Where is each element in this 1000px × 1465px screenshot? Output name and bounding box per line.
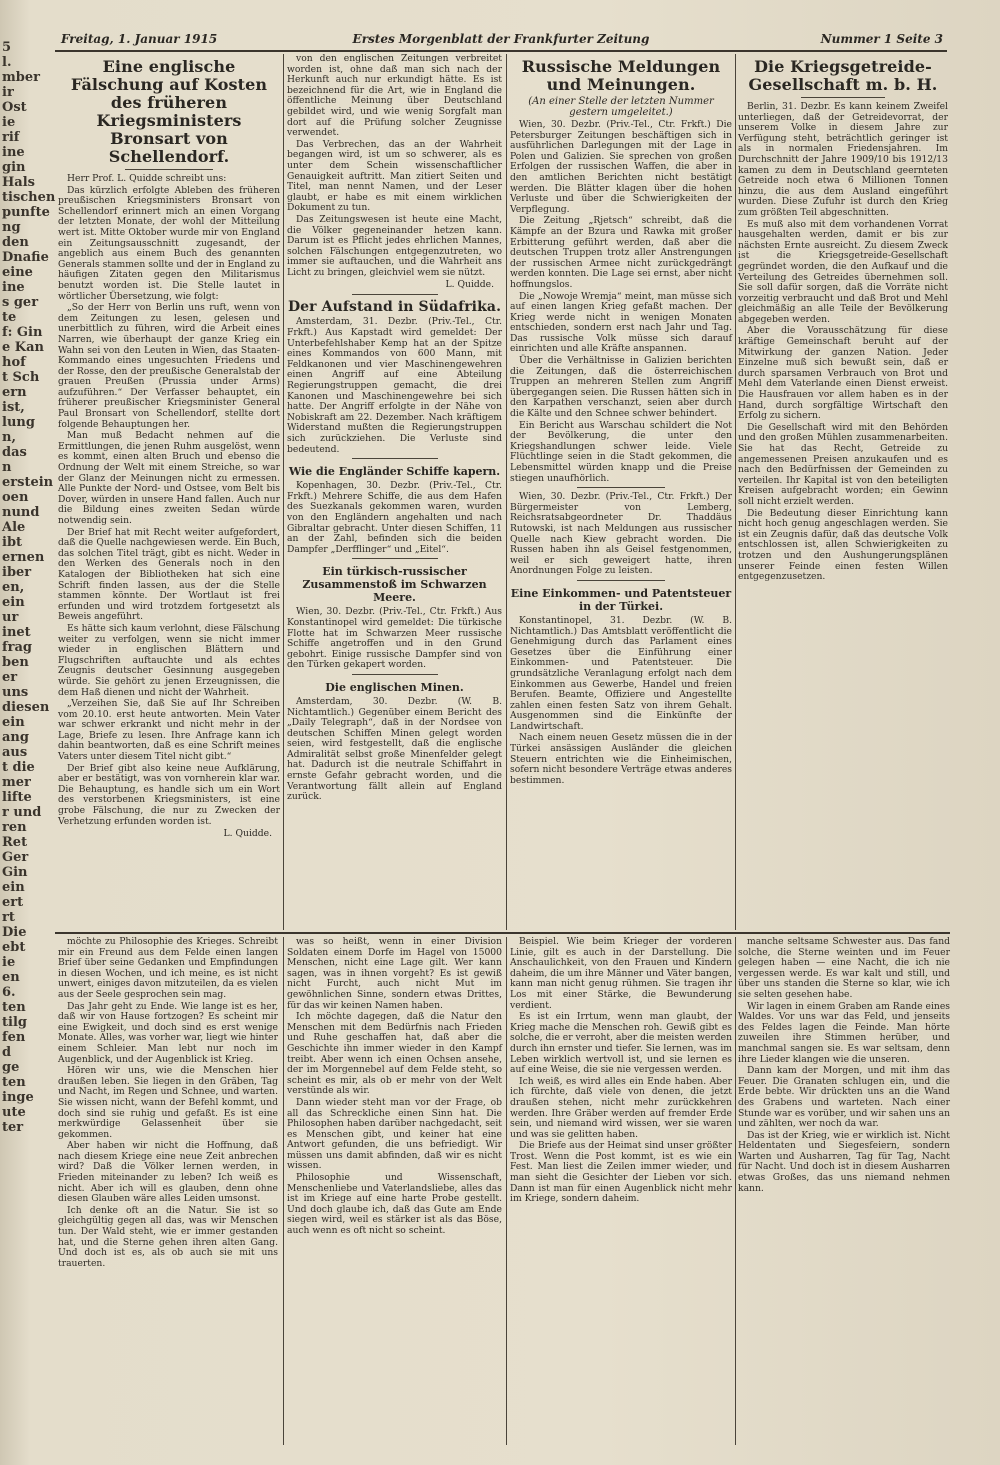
article-signature: L. Quidde. <box>445 279 494 291</box>
divider <box>125 169 214 170</box>
page-header <box>55 30 947 52</box>
divider <box>352 294 438 295</box>
article-turkey-tax <box>510 616 732 787</box>
paragraph: Es hätte sich kaum verlohnt, diese Fälschung weiter zu verfolgen, wenn sie nicht immer wieder in englischen Blättern und Flugschriften auftauchte und als echtes Zeugnis deutscher Gesinnung ausgegeben würde. Sie gehört zu jenen Erzeugnissen, die dem Haß dienen und nicht der Wahrheit. <box>58 622 280 698</box>
edge-fragment: lifte <box>2 790 32 805</box>
article-ships <box>287 481 502 555</box>
article-signature: L. Quidde. <box>223 828 272 840</box>
paragraph: möchte zu Philosophie des Krieges. Schreibt mir ein Freund aus dem Felde einen langen Brief über seine Gedanken und Empfindungen in diesen Wochen, und ich meine, es ist nicht unwert, einiges davon mitzuteilen, da es vielen aus der Seele gesprochen sein mag. <box>58 936 278 1000</box>
article-continuation <box>287 54 502 278</box>
paragraph: Es muß also mit dem vorhandenen Vorrat hausgehalten werden, damit er bis zur nächsten Ernte ausreicht. Zu diesem Zweck ist die Kriegsgetreide-Gesellschaft gegründet worden, die den Aufkauf und die Verteilung des Getreides übernehmen soll. Sie soll dafür sorgen, daß die Vorräte nicht vorzeitig verbraucht und daß Brot und Mehl gleichmäßig an alle Teile der Bevölkerung abgegeben werden. <box>738 218 948 325</box>
edge-fragment: inet <box>2 625 31 640</box>
edge-fragment: diesen <box>2 700 50 715</box>
edge-fragment: Ost <box>2 100 27 115</box>
edge-fragment: fen <box>2 1030 26 1045</box>
edge-fragment: ir <box>2 85 14 100</box>
edge-fragment: ein <box>2 715 25 730</box>
edge-fragment: Ret <box>2 835 28 850</box>
edge-fragment: r und <box>2 805 42 820</box>
edge-fragment: l. <box>2 55 12 70</box>
headline-mines: Die englischen Minen. <box>325 680 464 694</box>
paragraph: Konstantinopel, 31. Dezbr. (W. B. Nichtamtlich.) Das Amtsblatt veröffentlicht die Genehmigung durch das Parlament eines Gesetzes über die Einführung einer Einkommen- und Patentsteuer. Die grundsätzliche Veranlagung erfolgt nach dem Einkommen aus Gewerbe, Handel und freien Berufen. Beamte, Offiziere und Angestellte zahlen einen festen Satz von ihrem Gehalt. Ausgenommen sind die Einkünfte der Landwirtschaft. <box>510 614 732 732</box>
edge-fragment: d <box>2 1045 12 1060</box>
headline-note: (An einer Stelle der letzten Nummer gestern umgeleitet.) <box>528 96 714 118</box>
edge-fragment: er <box>2 670 18 685</box>
edge-fragment: iber <box>2 565 32 580</box>
paragraph: „Verzeihen Sie, daß Sie auf Ihr Schreiben vom 20.10. erst heute antworten. Mein Vater war schwer erkrankt und nicht mehr in der Lage, Briefe zu lesen. Ihre Anfrage kann ich dahin beantworten, daß es eine Schrift meines Vaters unter diesem Titel nicht gibt.“ <box>58 698 280 763</box>
paragraph: Wien, 30. Dezbr. (Priv.-Tel., Ctr. Frkft.) Die Petersburger Zeitungen beschäftigen sich in ausführlichen Darlegungen mit der Lage in Polen und Galizien. Sie sprechen von großen Erfolgen der russischen Waffen, die aber in den amtlichen Berichten nicht bestätigt werden. Die Blätter klagen über die hohen Verluste und über die Schwierigkeiten der Verpflegung. <box>510 119 732 215</box>
paragraph: Ich weiß, es wird alles ein Ende haben. Aber ich fürchte, daß viele von denen, die jetzt draußen stehen, nicht mehr zurückkehren werden. Ihre Gräber werden auf fremder Erde sein, und niemand wird wissen, wer sie waren und was sie gelitten haben. <box>510 1075 732 1140</box>
column-rule <box>283 937 284 1445</box>
edge-fragment: mber <box>2 70 40 85</box>
feuilleton-column-1 <box>58 937 278 1445</box>
paragraph: Amsterdam, 30. Dezbr. (W. B. Nichtamtlich.) Gegenüber einem Bericht des „Daily Telegraph“, daß in der Nordsee von deutschen Schiffen Minen gelegt worden seien, wird festgestellt, daß die englische Admiralität selbst große Minenfelder gelegt hat. Dadurch ist die neutrale Schiffahrt in ernste Gefahr gebracht worden, und die Verantwortung fällt allein auf England zurück. <box>287 695 502 803</box>
edge-fragment: frag <box>2 640 32 655</box>
edge-fragment: Ger <box>2 850 29 865</box>
edge-fragment: ebt <box>2 940 26 955</box>
column-rule <box>283 54 284 930</box>
paragraph: Herr Prof. L. Quidde schreibt uns: <box>67 173 227 184</box>
paragraph: Beispiel. Wie beim Krieger der vorderen Linie, gilt es auch in der Darstellung. Die Anschaulichkeit, von den Frauen und Kindern daheim, die um ihre Männer und Väter bangen, kann man nicht genug rühmen. Sie tragen ihr Los mit einer Stärke, die Bewunderung verdient. <box>510 936 732 1011</box>
paragraph: Das Verbrechen, das an der Wahrheit begangen wird, ist um so schwerer, als es unter dem Schein wissenschaftlicher Genauigkeit auftritt. Man zitiert Seiten und Titel, man nennt Namen, und der Leser glaubt, er habe es mit einem wirklichen Dokument zu tun. <box>287 138 502 214</box>
paragraph: von den englischen Zeitungen verbreitet worden ist, ohne daß man sich nach der Herkunft auch nur erkundigt hätte. Es ist bezeichnend für die Art, wie in England die öffentliche Meinung über Deutschland gebildet wird, und wie wenig Sorgfalt man dort auf die Prüfung solcher Zeugnisse verwendet. <box>287 53 502 139</box>
column-rule <box>506 54 507 930</box>
edge-fragment: en, ein <box>2 580 25 610</box>
edge-fragment: ine <box>2 145 25 160</box>
edge-fragment: lung <box>2 415 35 430</box>
header-paper-title: Erstes Morgenblatt der Frankfurter Zeitung <box>352 32 650 46</box>
divider <box>352 674 438 675</box>
edge-fragment: rt <box>2 910 15 925</box>
headline-ships: Wie die Engländer Schiffe kapern. <box>288 465 501 479</box>
column-rule <box>735 937 736 1445</box>
column-4 <box>738 54 948 930</box>
paragraph: Die Gesellschaft wird mit den Behörden und den großen Mühlen zusammenarbeiten. Sie hat das Recht, Getreide zu angemessenen Preisen anzukaufen und es nach den Bedürfnissen der Gemeinden zu verteilen. Ihr Kapital ist von den beteiligten Kreisen aufgebracht worden; ein Gewinn soll nicht erzielt werden. <box>738 421 948 507</box>
edge-fragment: erstein <box>2 475 54 490</box>
paragraph: Dann kam der Morgen, und mit ihm das Feuer. Die Granaten schlugen ein, und die Erde bebte. Wir drückten uns an die Wand des Grabens und warteten. Nach einer Stunde war es vorüber, und wir sahen uns an und zählten, wer noch da war. <box>738 1065 950 1130</box>
edge-fragment: Gin <box>2 865 28 880</box>
paragraph: Die „Nowoje Wremja“ meint, man müsse sich auf einen langen Krieg gefaßt machen. Der Krieg werde nicht in wenigen Monaten entschieden, sondern erst nach Jahr und Tag. Das russische Volk müsse sich darauf einrichten und alle Kräfte anspannen. <box>510 290 732 355</box>
edge-fragment: punfte <box>2 205 50 220</box>
edge-fragment: ist, <box>2 400 25 415</box>
edge-fragment: te <box>2 310 17 325</box>
paragraph: was so heißt, wenn in einer Division Soldaten einem Dorfe im Hagel von 15000 Menschen, nicht eine Lage gilt. Wer kann sagen, was in ihnen vorgeht? Es ist gewiß nicht Furcht, auch nicht Mut im gewöhnlichen Sinne, sondern etwas Drittes, für das wir keinen Namen haben. <box>287 936 502 1011</box>
paragraph: Das Zeitungswesen ist heute eine Macht, die Völker gegeneinander hetzen kann. Darum ist es Pflicht jedes ehrlichen Mannes, solchen Fälschungen entgegenzutreten, wo immer sie auftauchen, und die Wahrheit ans Licht zu bringen, gleichviel wem sie nützt. <box>287 213 502 278</box>
divider <box>352 458 438 459</box>
divider <box>577 487 666 488</box>
paragraph: Wien, 30. Dezbr. (Priv.-Tel., Ctr. Frkft.) Aus Konstantinopel wird gemeldet: Die türkische Flotte hat im Schwarzen Meer russische Schiffe angetroffen und in den Grund gebohrt. Einige russische Dampfer sind von den Türken gekapert worden. <box>287 606 502 671</box>
left-edge-fragments <box>0 40 56 1465</box>
paragraph: Der Brief hat mit Recht weiter aufgefordert, daß die Quelle nachgewiesen werde. Ein Buch, das solchen Titel trägt, gibt es nicht. Weder in den Werken des Generals noch in den Katalogen der Bibliotheken hat sich eine Schrift finden lassen, aus der die Stelle stammen könnte. Der Wortlaut ist frei erfunden und wird trotzdem fortgesetzt als Beweis angeführt. <box>58 526 280 623</box>
edge-fragment: nund <box>2 505 40 520</box>
article-headline-forgery: Eine englische Fälschung auf Kosten des früheren Kriegsministers Bronsart von Schellendorf. <box>70 57 268 166</box>
paragraph: Wir lagen in einem Graben am Rande eines Waldes. Vor uns war das Feld, und jenseits des Feldes lagen die Feinde. Man hörte zuweilen ihre Stimmen herüber, und manchmal sangen sie. Es war seltsam, denn ihre Lieder klangen wie die unseren. <box>738 1000 950 1065</box>
article-russian-reports <box>510 120 732 484</box>
column-1 <box>58 54 280 930</box>
paragraph: Wien, 30. Dezbr. (Priv.-Tel., Ctr. Frkft.) Der Bürgermeister von Lemberg, Reichsratsabgeordneter Dr. Thaddäus Rutowski, ist nach Meldungen aus russischer Quelle nach Kiew gebracht worden. Die Russen haben ihn als Geisel festgenommen, weil er sich geweigert hatte, ihren Anordnungen Folge zu leisten. <box>510 491 732 577</box>
paragraph: Das ist der Krieg, wie er wirklich ist. Nicht Heldentaten und Siegesfeiern, sondern Warten und Ausharren, Tag für Tag, Nacht für Nacht. Und doch ist in diesem Ausharren etwas Großes, das uns niemand nehmen kann. <box>738 1129 950 1194</box>
edge-fragment: inge <box>2 1090 34 1105</box>
article-body-forgery <box>58 174 280 827</box>
article-mines <box>287 697 502 803</box>
edge-fragment: ur <box>2 610 19 625</box>
feuilleton-column-2 <box>287 937 502 1445</box>
edge-fragment: Hals <box>2 175 35 190</box>
edge-fragment: oen <box>2 490 29 505</box>
paragraph: Hören wir uns, wie die Menschen hier draußen leben. Sie liegen in den Gräben, Tag und Nacht, im Regen und Schnee, und warten. Sie wissen nicht, wann der Befehl kommt, und doch sind sie ruhig und gefaßt. Es ist eine merkwürdige Gelassenheit über sie gekommen. <box>58 1065 278 1140</box>
edge-fragment: eine <box>2 265 33 280</box>
edge-fragment: ben <box>2 655 29 670</box>
headline-grain-society: Die Kriegsgetreide-Gesellschaft m. b. H. <box>748 57 938 94</box>
paragraph: Ich möchte dagegen, daß die Natur den Menschen mit dem Bedürfnis nach Frieden und Ruhe geschaffen hat, daß aber die Geschichte ihn immer wieder in den Kampf treibt. Aber wenn ich einen Ochsen ansehe, der im Morgennebel auf dem Felde steht, so scheint es mir, als ob er mehr von der Welt verstünde als wir. <box>287 1011 502 1097</box>
edge-fragment: ibt <box>2 535 23 550</box>
paragraph: Die Briefe aus der Heimat sind unser größter Trost. Wenn die Post kommt, ist es wie ein Fest. Man liest die Zeilen immer wieder, und man sieht die Gesichter der Lieben vor sich. Dann ist man für einen Augenblick nicht mehr im Kriege, sondern daheim. <box>510 1140 732 1205</box>
article-lemberg <box>510 492 732 577</box>
header-date: Freitag, 1. Januar 1915 <box>61 32 218 46</box>
edge-fragment: ein <box>2 880 25 895</box>
paragraph: Amsterdam, 31. Dezbr. (Priv.-Tel., Ctr. Frkft.) Aus Kapstadt wird gemeldet: Der Unterbefehlshaber Kemp hat an der Spitze eines Kommandos von 600 Mann, mit Feldkanonen und vier Maschinengewehren einen Angriff auf eine Abteilung Regierungstruppen gemacht, die drei Kanonen und Maschinengewehre bei sich hatte. Der Angriff erfolgte in der Nähe von Nobiskraft am 22. Dezember. Nach kräftigem Widerstand mußten die Regierungstruppen sich zurückziehen. Die Verluste sind bedeutend. <box>287 316 502 455</box>
edge-fragment: aus <box>2 745 28 760</box>
paragraph: Über die Verhältnisse in Galizien berichten die Zeitungen, daß die österreichischen Truppen an mehreren Stellen zum Angriff übergegangen seien. Die Russen hätten sich in den Karpathen verschanzt, seien aber durch die Kälte und den Schnee schwer behindert. <box>510 355 732 420</box>
edge-fragment: ren <box>2 820 27 835</box>
column-3 <box>510 54 732 930</box>
feuilleton-column-4 <box>738 937 950 1445</box>
column-rule <box>506 937 507 1445</box>
edge-fragment: ernen <box>2 550 45 565</box>
edge-fragment: en <box>2 970 20 985</box>
edge-fragment: hof <box>2 355 26 370</box>
edge-fragment: rif <box>2 130 20 145</box>
edge-fragment: ng den <box>2 220 29 250</box>
headline-black-sea: Ein türkisch-russischer Zusammenstoß im Schwarzen Meere. <box>302 565 487 605</box>
edge-fragment: 5 <box>2 40 12 55</box>
edge-fragment: ern <box>2 385 27 400</box>
paragraph: Es ist ein Irrtum, wenn man glaubt, der Krieg mache die Menschen roh. Gewiß gibt es solche, die er verroht, aber die meisten werden durch ihn ernster und tiefer. Sie lernen, was im Leben wirklich wertvoll ist, und sie lernen es auf eine Weise, die sie nie vergessen werden. <box>510 1011 732 1076</box>
edge-fragment: ert <box>2 895 24 910</box>
paragraph: Aber die Vorausschätzung für diese kräftige Gemeinschaft beruht auf der Mitwirkung der ganzen Nation. Jeder Einzelne muß sich bewußt sein, daß er durch sparsamen Verbrauch von Brot und Mehl dem Vaterlande einen Dienst erweist. Die Hausfrauen vor allem haben es in der Hand, durch sorgfältige Wirtschaft den Erfolg zu sichern. <box>738 325 948 422</box>
paragraph: manche seltsame Schwester aus. Das fand solche, die Sterne weinten und im Feuer gelegen haben — eine Nacht, die ich nie vergessen werde. Es war kalt und still, und über uns standen die Sterne so klar, wie ich sie selten gesehen habe. <box>738 936 950 1000</box>
column-2 <box>287 54 502 930</box>
section-divider <box>55 932 950 934</box>
article-south-africa <box>287 317 502 455</box>
paragraph: Ich denke oft an die Natur. Sie ist so gleichgültig gegen all das, was wir Menschen tun. Der Wald steht, wie er immer gestanden hat, und die Sterne gehen ihren alten Gang. Und doch ist es, als ob auch sie mit uns trauerten. <box>58 1204 278 1269</box>
paragraph: Das kürzlich erfolgte Ableben des früheren preußischen Kriegsministers Bronsart von Schellendorf erinnert mich an einen Vorgang der letzten Monate, der wohl der Mitteilung wert ist. Mitte Oktober wurde mir von England ein Zeitungsausschnitt zugesandt, der angeblich aus einem Buch des genannten Generals stammen sollte und der in England zu häufigen Zitaten gegen den Militarismus benutzt worden ist. Die Stelle lautet in wörtlicher Übersetzung, wie folgt: <box>58 184 280 302</box>
paragraph: Berlin, 31. Dezbr. Es kann keinem Zweifel unterliegen, daß der Getreidevorrat, der unserem Volke in diesem Jahre zur Verfügung steht, beträchtlich geringer ist als in normalen Friedensjahren. Im Durchschnitt der Jahre 1909/10 bis 1912/13 kamen zu dem in Deutschland geernteten Getreide noch etwa 6 Millionen Tonnen hinzu, die aus dem Ausland eingeführt wurden. Diese Zufuhr ist durch den Krieg zum größten Teil abgeschnitten. <box>738 101 948 218</box>
paragraph: Aber haben wir nicht die Hoffnung, daß nach diesem Kriege eine neue Zeit anbrechen wird? Daß die Völker lernen werden, in Frieden miteinander zu leben? Ich weiß es nicht. Aber ich will es glauben, denn ohne diesen Glauben wäre alles Leiden umsonst. <box>58 1140 278 1205</box>
edge-fragment: ute <box>2 1105 26 1120</box>
edge-fragment: ge <box>2 1060 20 1075</box>
edge-fragment: tischen <box>2 190 56 205</box>
paragraph: „So der Herr von Berlin uns ruft, wenn von dem Zeitungen zu lesen, gelesen und unerbittlich zu führen, wird die Arbeit eines Narren, wie überhaupt der ganze Krieg ein Wahn sei von den Leuten in Wien, das Staaten-Kommando eines ungesuchten Friedens und der Rosse, den der preußische Generalstab der grauen Preußen (Prussia under Arms) aufzuführen.“ Der Verfasser behauptet, ein früherer preußischer Kriegsminister General Paul Bronsart von Schellendorf, stellte dort folgende Behauptungen her. <box>58 302 280 430</box>
header-page-number: Nummer 1 Seite 3 <box>820 32 943 46</box>
edge-fragment: t Sch <box>2 370 40 385</box>
edge-fragment: n, das <box>2 430 27 460</box>
divider <box>577 580 666 581</box>
edge-fragment: 6. <box>2 985 16 1000</box>
paragraph: Die Bedeutung dieser Einrichtung kann nicht hoch genug angeschlagen werden. Sie ist ein Zeugnis dafür, daß das deutsche Volk entschlossen ist, allen Schwierigkeiten zu trotzen und den Aushungerungsplänen unserer Feinde einen festen Willen entgegenzusetzen. <box>738 507 948 583</box>
headline-south-africa: Der Aufstand in Südafrika. <box>287 299 502 316</box>
edge-fragment: Ale <box>2 520 26 535</box>
edge-fragment: tilg <box>2 1015 27 1030</box>
edge-fragment: uns <box>2 685 29 700</box>
paragraph: Ein Bericht aus Warschau schildert die Not der Bevölkerung, die unter den Kriegshandlungen schwer leide. Viele Flüchtlinge seien in die Stadt gekommen, die Lebensmittel würden knapp und die Preise stiegen unaufhörlich. <box>510 419 732 484</box>
edge-fragment: ten <box>2 1000 26 1015</box>
divider <box>801 97 885 98</box>
edge-fragment: ten <box>2 1075 26 1090</box>
headline-turkey-tax: Eine Einkommen- und Patentsteuer in der Türkei. <box>510 586 732 613</box>
headline-russian-reports: Russische Meldungen und Meinungen. <box>521 57 721 94</box>
edge-fragment: n <box>2 460 12 475</box>
edge-fragment: ie <box>2 955 16 970</box>
paragraph: Man muß Bedacht nehmen auf die Ermittlungen, die jenen Ruhm ausgelöst, wenn es kommt, einen alten Bruch und ebenso die Ordnung der Welt mit einem Streiche, so war der Glanz der Meinungen nicht zu ermessen. Alle Punkte der Nord- und Ostsee, vom Belt bis Dover, würden in unsere Hand fallen. Auch nur die Bildung eines zweiten Sedan würde notwendig sein. <box>58 430 280 526</box>
paragraph: Philosophie und Wissenschaft, Menschenliebe und Vaterlandsliebe, alles das ist im Kriege auf eine harte Probe gestellt. Und doch glaube ich, daß das Gute am Ende siegen wird, weil es stärker ist als das Böse, auch wenn es oft nicht so scheint. <box>287 1172 502 1237</box>
edge-fragment: mer <box>2 775 31 790</box>
edge-fragment: t die <box>2 760 35 775</box>
edge-fragment: f: Gin <box>2 325 43 340</box>
edge-fragment: ine <box>2 280 25 295</box>
edge-fragment: Die <box>2 925 27 940</box>
article-grain-society <box>738 102 948 583</box>
edge-fragment: ang <box>2 730 29 745</box>
edge-fragment: e Kan <box>2 340 44 355</box>
edge-fragment: ie <box>2 115 16 130</box>
edge-fragment: ter <box>2 1120 24 1135</box>
paragraph: Kopenhagen, 30. Dezbr. (Priv.-Tel., Ctr. Frkft.) Mehrere Schiffe, die aus dem Hafen des Suezkanals gekommen waren, wurden von den Engländern angehalten und nach Gibraltar gebracht. Unter diesen Schiffen, 11 an der Zahl, befinden sich die beiden Dampfer „Derfflinger“ und „Eitel“. <box>287 480 502 555</box>
article-black-sea <box>287 607 502 671</box>
paragraph: Nach einem neuen Gesetz müssen die in der Türkei ansässigen Ausländer die gleichen Steuern entrichten wie die Einheimischen, sofern nicht besondere Verträge etwas anderes bestimmen. <box>510 732 732 786</box>
paragraph: Das Jahr geht zu Ende. Wie lange ist es her, daß wir von Hause fortzogen? Es scheint mir eine Ewigkeit, und doch sind es erst wenige Monate. Alles, was vorher war, liegt wie hinter einem Schleier. Man lebt nur noch im Augenblick, und der Augenblick ist Krieg. <box>58 1000 278 1065</box>
edge-fragment: gin <box>2 160 26 175</box>
edge-fragment: Dnafie <box>2 250 49 265</box>
paragraph: Die Zeitung „Rjetsch“ schreibt, daß die Kämpfe an der Bzura und Rawka mit großer Erbitterung geführt werden, daß aber die deutschen Truppen trotz aller Anstrengungen der russischen Armee nicht zurückgedrängt werden konnten. Die Lage sei ernst, aber nicht hoffnungslos. <box>510 215 732 290</box>
paragraph: Der Brief gibt also keine neue Aufklärung, aber er bestätigt, was von vornherein klar war. Die Behauptung, es handle sich um ein Wort des verstorbenen Kriegsministers, ist eine grobe Fälschung, die nur zu Zwecken der Verhetzung erfunden worden ist. <box>58 762 280 827</box>
paragraph: Dann wieder steht man vor der Frage, ob all das Schreckliche einen Sinn hat. Die Philosophen haben darüber nachgedacht, seit es Menschen gibt, und keiner hat eine Antwort gefunden, die uns befriedigt. Wir müssen uns damit abfinden, daß wir es nicht wissen. <box>287 1096 502 1172</box>
column-rule <box>735 54 736 930</box>
feuilleton-column-3 <box>510 937 732 1445</box>
edge-fragment: s ger <box>2 295 39 310</box>
divider <box>352 558 438 559</box>
